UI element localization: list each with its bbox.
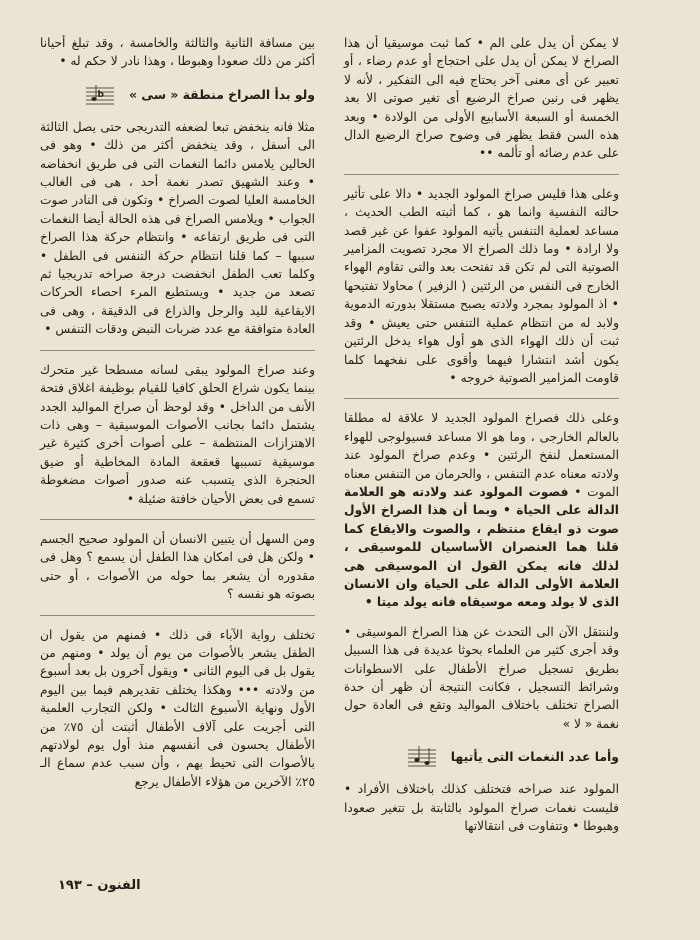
divider <box>40 615 315 616</box>
divider <box>40 350 315 351</box>
subhead-text: ولو بدأ الصراخ منطقة « سى » <box>128 86 315 102</box>
music-notes-icon <box>85 82 115 108</box>
paragraph: وعلى هذا فليس صراخ المولود الجديد • دالا على تأثير حالته النفسية وانما هو ، كما أثبته الطب الحديث ، مساعد لعملية التنفس يأتيه المولود عفوا عن غير قصد ولا ارادة • وما ذلك الصراخ الا مجرد تصويت المزامير الصوتية التى لم تكن قد تفتحت بعد والتى تقاوم الهواء الخارج فى النفس من الرئتين ( الزفير ) محاولا تفتيحها • اذ المولود بمجرد ولادته يصبح مستقلا بدورته الدموية ولابد له من انتظام عملية التنفس حتى يعيش • وقد ثبت أن ذلك الهواء الذى هو أول هواء يدخل الرئتين يكون أشد انتشارا فيهما وأقوى على نفخهما كلما قاومت المزامير الصوتية خروجه • <box>344 186 619 385</box>
svg-text:b: b <box>97 89 104 100</box>
section-subhead <box>344 744 619 770</box>
paragraph: ومن السهل أن يتبين الانسان أن المولود صحيح الجسم • ولكن هل فى امكان هذا الطفل أن يسمع ؟ وهل فى مقدوره أن يشعر بما حوله من الأصوات ، أو حتى بصوته هو نفسه ؟ <box>40 531 315 602</box>
paragraph-bold-text: فصوت المولود عند ولادته هو العلامة الدالة على الحياة • وبما أن هذا الصراخ الأول صوت ذو ايقاع منتظم ، والصوت والايقاع كما قلنا هما العنصران الأساسيان للموسيقى ، لذلك فانه يمكن القول ان الموسيقى هى العلامة الأولى الدالة على الحياة وان الانسان الذى لا يولد ومعه موسيقاه فانه يولد ميتا • <box>344 484 619 610</box>
paragraph: تختلف رواية الآباء فى ذلك • فمنهم من يقول ان الطفل يشعر بالأصوات من يوم أن يولد • ومنهم من يقول بل فى اليوم الثانى • ويقول آخرون بل بعد أسبوع من ولادته ••• وهكذا يختلف تقديرهم فيما بين اليوم الأول ونهاية الأسبوع الثالث • ولكن التجارب العلمية التى أجريت على آلاف الأطفال أثبتت أن ٧٥٪ من الأطفال يحسون فى أنفسهم منذ أول يوم لولادتهم بالأصوات التى تحيط بهم ، وأن سبب عدم سماع الـ ٢٥٪ الآخرين من هؤلاء الأطفال يرجع <box>40 627 316 789</box>
divider <box>344 174 619 175</box>
paragraph: لا يمكن أن يدل على الم • كما ثبت موسيقيا أن هذا الصراخ لا يمكن أن يدل على احتجاج أو عدم رضاء ، أو تعبير عن أى معنى آخر يحتاج فيه الى التفكير ، لأنه لا يظهر فى رنين صراخ الرضيع أى تغير صوتى الا بعد الخمسة أو السبعة الأسابيع الأولى من الولادة • وبعد هذه السن فقط يظهر فى وضوح صراخ الرضيع الدال على عدم رضائه أو تألمه •• <box>344 36 619 161</box>
paragraph: بين مسافة الثانية والثالثة والخامسة ، وقد تبلغ أحيانا أكثر من ذلك صعودا وهبوطا ، وهذا نادر لا حكم له • <box>40 36 315 69</box>
paragraph: ولننتقل الآن الى التحدث عن هذا الصراخ الموسيقى • وقد أجرى كثير من العلماء بحوثا عديدة فى هذا السبيل بطريق تسجيل صراخ الأطفال على الاسطوانات وشرائط التسجيل ، فكانت النتيجة أن ظهر أن حدة الصراخ تختلف باختلاف المواليد وتقع فى العادة حول نغمة « لا » <box>344 624 619 731</box>
paragraph: مثلا فانه ينخفض تبعا لضعفه التدريجى حتى يصل الثالثة الى أسفل ، وقد ينخفض أكثر من ذلك • وهو فى الحالين يلامس دائما النغمات التى فى طريق انخفاضه • وعند الشهيق تصدر نغمة أحد ، هى فى الغالب الخامسة العليا لصوت الصراخ • وتكون فى النادر صوت الجواب • ويلامس الصراخ فى هذه الحالة أيضا النغمات التى فى طريق ارتفاعه • وانتظام حركة هذا الصراخ سببها – كما قلنا انتظام حركة التنفس فى الطفل • وكلما تعب الطفل انخفضت درجة صراخه تدريجيا ثم تصعد من جديد • ويستطيع المرء احصاء الحركات الايقاعية لليد والرجل والذراع فى الدقيقة ، وهى فى العادة متوافقة مع عدد ضربات النبض ودقات التنفس • <box>40 119 315 337</box>
paragraph: وعند صراخ المولود يبقى لسانه مسطحا غير متحرك بينما يكون شراع الحلق كافيا للقيام بوظيفة اغلاق فتحة الأنف من الداخل • وقد لوحظ أن صراخ المواليد الجدد يشتمل دائما بجانب الأصوات الموسيقية – وهى ذات الاهتزازات المنتظمة – على أصوات أخرى كثيرة غير موسيقية تسببها قعقعة المادة المخاطية أو ضيق الحنجرة الذى يتسبب عنه صدور أصوات مضغوطة تسمع فى بعض الأحيان خافتة ضئيلة • <box>40 362 315 506</box>
music-notes-icon <box>407 744 437 770</box>
page-folio: الفنون – ١٩٣ <box>58 878 141 893</box>
left-column <box>40 34 315 802</box>
paragraph: المولود عند صراخه فتختلف كذلك باختلاف الأفراد • فليست نغمات صراخ المولود بالثابتة بل تتغير صعودا وهبوطا • وتتفاوت فى انتقالاتها <box>344 782 619 834</box>
subhead-text: وأما عدد النغمات التى يأتيها <box>450 749 619 765</box>
paragraph-text: وعلى ذلك فصراخ المولود الجديد لا علاقة له مطلقا بالعالم الخارجى ، وما هو الا مساعد فسيولوجى للهواء المستعمل لنفخ الرئتين • وعدم صراخ المولود عند ولادته معناه عدم التنفس ، والحرمان من التنفس معناه الموت • <box>344 411 620 499</box>
section-subhead <box>40 82 315 108</box>
divider <box>344 398 619 399</box>
divider <box>40 519 315 520</box>
paragraph <box>344 409 619 611</box>
right-column <box>344 34 619 846</box>
